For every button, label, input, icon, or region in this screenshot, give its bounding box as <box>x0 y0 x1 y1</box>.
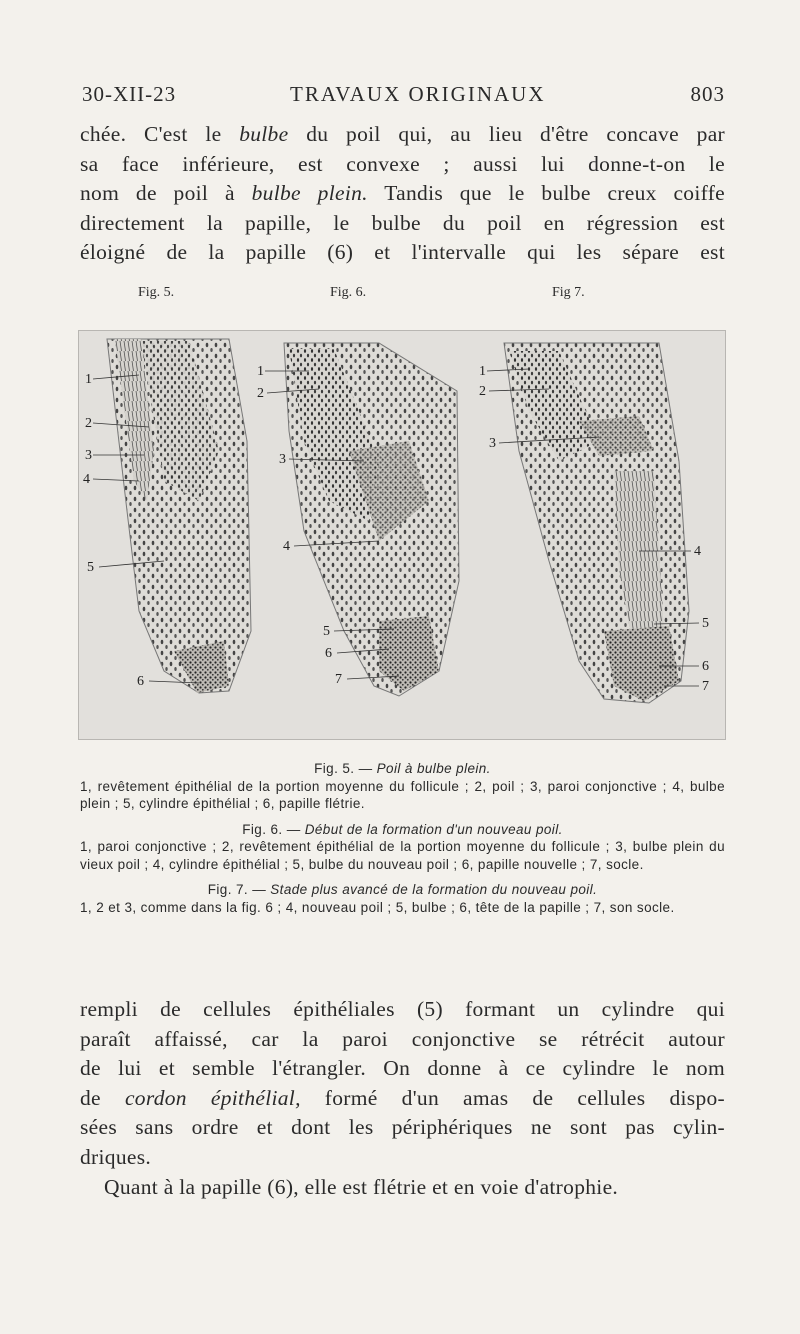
fig6-follicle <box>284 343 459 696</box>
fig6-num: 5 <box>323 624 330 639</box>
fig5-num: 1 <box>85 372 92 387</box>
text-line: Quant à la papille (6), elle est flétrie et en voie d'atrophie. <box>104 1174 619 1199</box>
text-line: driques. <box>80 1144 152 1169</box>
fig5-follicle <box>107 339 251 693</box>
fig7-num: 4 <box>694 544 701 559</box>
fig7-caption-title: Fig. 7. — Stade plus avancé de la formation du nouveau poil. <box>207 882 598 897</box>
fig7-caption-text: 1, 2 et 3, comme dans la fig. 6 ; 4, nouveau poil ; 5, bulbe ; 6, tête de la papille ; 7, son socle. <box>80 899 675 915</box>
fig6-num: 7 <box>335 672 342 687</box>
text-line: rempli de cellules épithéliales (5) formant un cylindre qui <box>80 997 725 1021</box>
fig5-label: Fig. 5. <box>138 285 175 300</box>
bottom-paragraph <box>80 995 725 1202</box>
fig6-num: 4 <box>283 539 290 554</box>
page-number: 803 <box>690 82 725 106</box>
plate-drawing <box>79 331 725 739</box>
text-line: de cordon épithélial, formé d'un amas de cellules dispo- <box>80 1085 726 1110</box>
text-line: de lui et semble l'étrangler. On donne à ce cylindre le nom <box>80 1056 725 1081</box>
text-line: sa face inférieure, est convexe ; aussi lui donne-t-on le <box>80 151 725 176</box>
text-line: sées sans ordre et dont les périphériques ne sont pas cylin- <box>80 1115 725 1140</box>
fig7-follicle <box>504 343 689 703</box>
fig7-num: 1 <box>479 364 486 379</box>
fig6-label: Fig. 6. <box>330 285 367 300</box>
figure-labels <box>0 285 800 309</box>
top-paragraph <box>80 120 725 268</box>
fig6-num: 6 <box>325 646 332 661</box>
fig6-num: 2 <box>257 386 264 401</box>
fig5-num: 4 <box>83 472 90 487</box>
fig7-num: 3 <box>489 436 496 451</box>
fig5-num: 2 <box>85 416 92 431</box>
fig7-num: 5 <box>702 616 709 631</box>
fig6-num: 3 <box>279 452 286 467</box>
running-header <box>80 82 725 110</box>
fig5-num: 6 <box>137 674 144 689</box>
figure-captions <box>80 760 725 916</box>
fig5-num: 3 <box>85 448 92 463</box>
fig7-num: 7 <box>702 679 709 694</box>
text-line: nom de poil à bulbe plein. Tandis que le bulbe creux coiffe <box>80 181 726 206</box>
text-line: paraît affaissé, car la paroi conjonctive se rétrécit autour <box>80 1026 725 1051</box>
fig5-caption-text: 1, revêtement épithélial de la portion moyenne du follicule ; 2, poil ; 3, paroi conjonctive ; 4, bulbe plein ; 5, cylindre épithélial ; 6, papille flétrie. <box>80 778 725 811</box>
text-line: chée. C'est le bulbe du poil qui, au lieu d'être concave par <box>80 122 725 146</box>
fig7-num: 2 <box>479 384 486 399</box>
fig5-caption-title: Fig. 5. — Poil à bulbe plein. <box>314 761 491 776</box>
fig6-num: 1 <box>257 364 264 379</box>
fig7-label: Fig 7. <box>552 285 585 300</box>
section-title: TRAVAUX ORIGINAUX <box>290 82 546 106</box>
fig6-caption-title: Fig. 6. — Début de la formation d'un nouveau poil. <box>242 821 563 837</box>
histology-plate <box>78 330 726 740</box>
issue-date: 30-XII-23 <box>82 82 177 106</box>
text-line: éloigné de la papille (6) et l'intervalle qui les sépare est <box>80 240 725 265</box>
fig5-num: 5 <box>87 560 94 575</box>
fig7-num: 6 <box>702 659 709 674</box>
text-line: directement la papille, le bulbe du poil en régression est <box>80 210 725 235</box>
fig6-caption-text: 1, paroi conjonctive ; 2, revêtement épithélial de la portion moyenne du follicule ; 3, bulbe plein du vieux poil ; 4, cylindre épithélial ; 5, bulbe du nouveau poil ; 6, papille nouvelle ; 7, socle. <box>80 839 725 872</box>
